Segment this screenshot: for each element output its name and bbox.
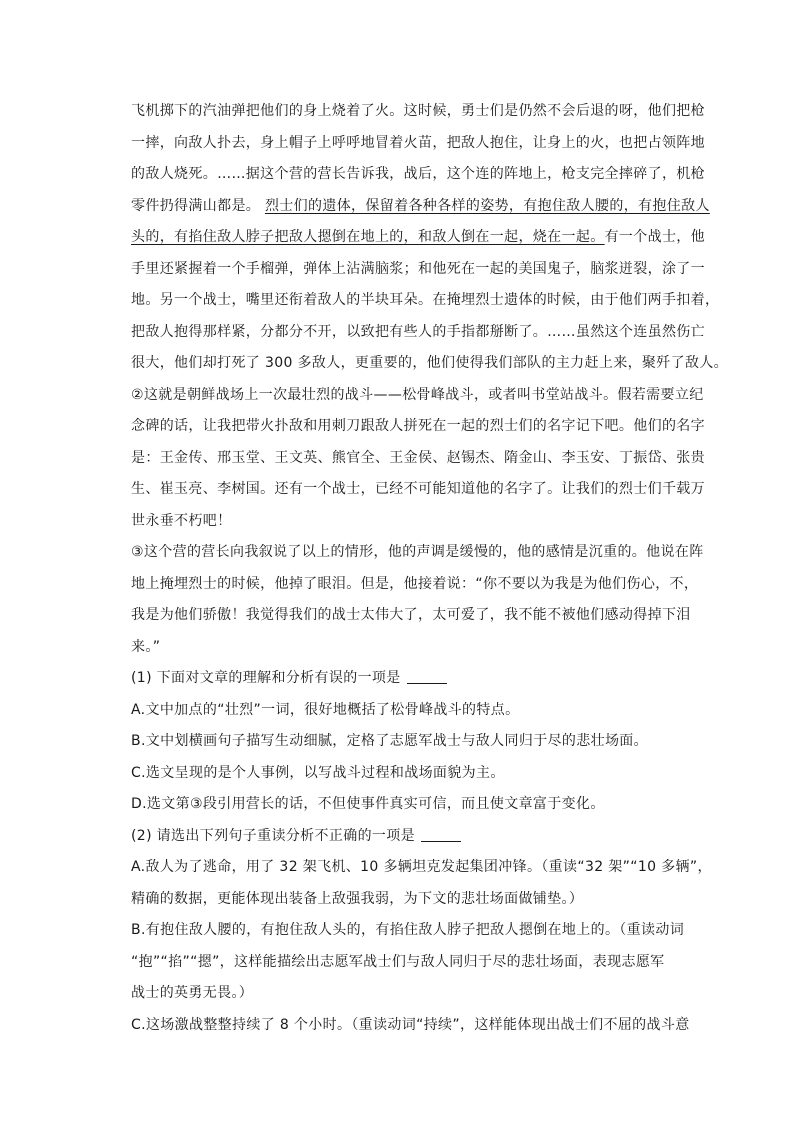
text-segment: 零件扔得满山都是。 — [131, 197, 265, 214]
underlined-sentence: 头的，有掐住敌人脖子把敌人摁倒在地上的，和敌人倒在一起，烧在一起。 — [131, 229, 605, 245]
text-line: 地上掩埋烈士的时候，他掉了眼泪。但是，他接着说：“你不要以为我是为他们伤心，不， — [131, 575, 699, 592]
question-option: C.这场激战整整持续了 8 个小时。（重读动词“持续”，这样能体现出战士们不屈的战斗意 — [131, 1016, 690, 1033]
text-line — [131, 222, 706, 254]
question-stem — [131, 821, 691, 853]
text-line: 一摔，向敌人扑去，身上帽子上呼呼地冒着火苗，把敌人抱住，让身上的火，也把占领阵地 — [131, 134, 705, 151]
question-stem-text: (1) 下面对文章的理解和分析有误的一项是 — [131, 670, 401, 686]
question-option: A.敌人为了逃命，用了 32 架飞机、10 多辆坦克发起集团冲锋。（重读“32 架”“10 多辆”， — [131, 859, 712, 875]
question-option: B.有抱住敌人腰的，有抱住敌人头的，有掐住敌人脖子把敌人摁倒在地上的。（重读动词 — [131, 922, 685, 938]
answer-blank — [421, 827, 461, 842]
underlined-sentence: 烈士们的遗体，保留着各种各样的姿势，有抱住敌人腰的，有抱住敌人 — [264, 197, 710, 214]
text-line: 手里还紧握着一个手榴弹，弹体上沾满脑浆；和他死在一起的美国鬼子，脑浆迸裂，涂了一 — [131, 260, 705, 277]
text-line: 来。” — [131, 638, 161, 655]
text-line: 生、崔玉亮、李树国。还有一个战士，已经不可能知道他的名字了。让我们的烈士们千载万 — [131, 481, 705, 497]
text-segment: 有一个战士，他 — [604, 229, 706, 245]
text-line: 世永垂不朽吧！ — [131, 512, 232, 529]
answer-blank — [407, 669, 447, 684]
question-option: B.文中划横画句子描写生动细腻，定格了志愿军战士与敌人同归于尽的悲壮场面。 — [131, 733, 649, 749]
text-line: 念碑的话，让我把带火扑敌和用刺刀跟敌人拼死在一起的烈士们的名字记下吧。他们的名字 — [131, 418, 705, 434]
text-line — [131, 191, 710, 223]
text-line: 把敌人抱得那样紧，分都分不开，以致把有些人的手指都掰断了。……虽然这个连虽然伤亡 — [131, 323, 705, 340]
question-option: A.文中加点的“壮烈”一词，很好地概括了松骨峰战斗的特点。 — [131, 701, 520, 718]
text-line: 我是为他们骄傲！我觉得我们的战士太伟大了，太可爱了，我不能不被他们感动得掉下泪 — [131, 607, 691, 623]
question-option: 战士的英勇无畏。） — [131, 985, 254, 1001]
question-option: C.选文呈现的是个人事例，以写战斗过程和战场面貌为主。 — [131, 764, 505, 781]
text-line: 很大，他们却打死了 300 多敌人，更重要的，他们使得我们部队的主力赶上来，聚歼了敌人。 — [131, 355, 729, 371]
text-line: 是：王金传、邢玉堂、王文英、熊官全、王金侯、赵锡杰、隋金山、李玉安、丁振岱、张贵 — [131, 449, 705, 466]
text-line: ③这个营的营长向我叙说了以上的情形，他的声调是缓慢的，他的感情是沉重的。他说在阵 — [131, 544, 704, 560]
text-line: 的敌人烧死。……据这个营的营长告诉我，战后，这个连的阵地上，枪支完全摔碎了，机枪 — [131, 166, 705, 182]
question-option: “抱”“掐”“摁”，这样能描绘出志愿军战士们与敌人同归于尽的悲壮场面，表现志愿军 — [131, 953, 665, 970]
text-line: ②这就是朝鲜战场上一次最壮烈的战斗——松骨峰战斗，或者叫书堂站战斗。假若需要立纪 — [131, 386, 704, 403]
question-option: 精确的数据，更能体现出装备上敌强我弱，为下文的悲壮场面做铺垫。） — [131, 890, 584, 907]
question-option: D.选文第③段引用营长的话，不但使事件真实可信，而且使文章富于变化。 — [131, 796, 605, 812]
text-line: 地。另一个战士，嘴里还衔着敌人的半块耳朵。在掩埋烈士遗体的时候，由于他们两手扣着， — [131, 292, 720, 308]
question-stem-text: (2) 请选出下列句子重读分析不正确的一项是 — [131, 827, 415, 844]
question-stem — [131, 663, 691, 695]
document-page — [131, 96, 729, 1041]
text-line: 飞机掷下的汽油弹把他们的身上烧着了火。这时候，勇士们是仍然不会后退的呀，他们把枪 — [131, 103, 705, 119]
